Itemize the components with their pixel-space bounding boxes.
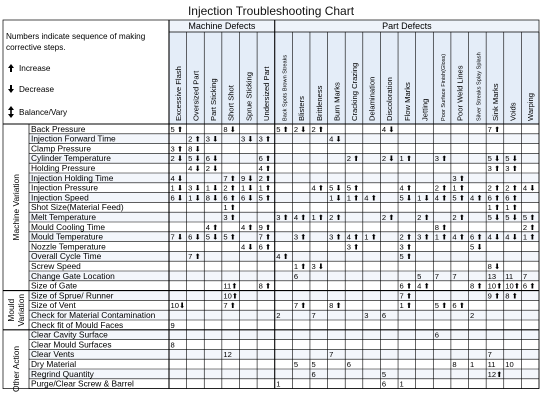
- cell-value: 1 ⬇: [170, 183, 184, 193]
- column-header-19: Sink Marks: [490, 83, 500, 121]
- cell-value: 3 ⬆: [329, 232, 342, 242]
- legend-increase-label: Increase: [19, 64, 51, 73]
- cell-value: 11: [487, 360, 496, 369]
- cell-value: 5: [311, 360, 316, 369]
- cell-value: 5 ⬇: [470, 242, 483, 252]
- cell-value: 10⬇: [170, 301, 186, 311]
- cell-value: 12: [223, 350, 232, 360]
- cell-value: 6 ⬆: [223, 193, 237, 203]
- cell-value: 2 ⬇: [293, 124, 307, 134]
- cell-value: 1 ⬆: [399, 154, 413, 164]
- row-label: Shot Size(Material Feed): [31, 202, 124, 213]
- cell-value: 6 ⬇: [170, 193, 184, 203]
- cell-value: 10: [505, 360, 514, 369]
- row-label: Injection Speed: [31, 192, 89, 203]
- cell-value: 7 ⬆: [258, 232, 272, 242]
- column-header-12: Delamination: [367, 76, 377, 121]
- cell-value: 2 ⬆: [522, 222, 536, 232]
- row-label: Mould Cooling Time: [31, 221, 106, 232]
- cell-value: 5 ⬆: [452, 193, 466, 203]
- cell-value: 6 ⬆: [487, 193, 501, 203]
- legend: [6, 32, 146, 118]
- column-header-2: Oversized Part: [191, 70, 201, 121]
- cell-value: 3: [364, 311, 369, 320]
- cell-value: 6 ⬇: [188, 232, 201, 242]
- cell-value: 1 ⬇: [329, 193, 342, 203]
- cell-value: 3 ⬇: [240, 134, 254, 144]
- cell-value: 5 ⬇: [205, 232, 219, 242]
- column-header-10: Burn Marks: [332, 82, 342, 121]
- cell-value: 7: [522, 271, 528, 281]
- cell-value: 1 ⬇: [205, 183, 219, 193]
- increase-arrow-icon: [8, 64, 14, 72]
- row-label: Check for Material Contamination: [31, 310, 156, 320]
- cell-value: 2 ⬆: [188, 134, 201, 144]
- cell-value: 5 ⬆: [170, 124, 184, 134]
- cell-value: 3 ⬇: [205, 134, 219, 144]
- row-label: Clear Mould Surfaces: [31, 339, 112, 350]
- cell-value: 6 ⬆: [258, 154, 272, 164]
- cell-value: 1 ⬆: [293, 262, 307, 271]
- cell-value: 4 ⬇: [329, 134, 342, 144]
- row-tint: [29, 349, 539, 359]
- cell-value: 3 ⬆: [434, 154, 448, 164]
- cell-value: 3 ⬆: [452, 173, 466, 183]
- row-label: Regrind Quantity: [31, 368, 94, 379]
- cell-value: 8 ⬇: [487, 262, 501, 271]
- row-label: Check fit of Mould Faces: [31, 319, 124, 330]
- cell-value: 5: [293, 360, 299, 369]
- cell-value: 1 ⬆: [311, 213, 325, 222]
- cell-value: 5 ⬆: [522, 213, 536, 222]
- cell-value: 3 ⬆: [399, 242, 413, 252]
- cell-value: 4 ⬇: [487, 232, 501, 242]
- cell-value: 4 ⬆: [470, 193, 483, 203]
- row-label: Overall Cycle Time: [31, 251, 102, 262]
- cell-value: 5 ⬆: [399, 252, 413, 262]
- cell-value: 8 ⬇: [223, 124, 237, 134]
- cell-value: 7 ⬆: [188, 252, 201, 262]
- cell-value: 12⬆: [487, 369, 503, 379]
- cell-value: 5 ⬆: [223, 232, 237, 242]
- cell-value: 7 ⬆: [487, 124, 501, 134]
- cell-value: 6: [346, 360, 351, 369]
- cell-value: 5 ⬆: [346, 183, 360, 193]
- cell-value: 1 ⬆: [223, 203, 237, 213]
- cell-value: 4 ⬆: [452, 232, 466, 242]
- column-header-18: Silver Streaks Splay Splash: [476, 52, 483, 121]
- cell-value: 3 ⬆: [417, 232, 430, 242]
- cell-value: 7 ⬆: [223, 173, 237, 183]
- cell-value: 5 ⬆: [276, 124, 289, 134]
- column-header-5: Sprue Sticking: [244, 72, 254, 121]
- cell-value: 3 ⬆: [276, 213, 289, 222]
- cell-value: 5 ⬇: [487, 154, 501, 164]
- row-label: Screw Speed: [31, 261, 81, 271]
- cell-value: 8: [452, 360, 457, 369]
- cell-value: 1 ⬆: [399, 301, 413, 311]
- cell-value: 4 ⬇: [240, 242, 254, 252]
- cell-value: 8 ⬆: [505, 291, 518, 301]
- cell-value: 13: [487, 271, 497, 281]
- cell-value: 5: [381, 369, 387, 379]
- column-header-16: Poor Surface Finish(Gloss): [441, 53, 448, 121]
- cell-value: 3 ⬆: [293, 232, 307, 242]
- row-label: Injection Holding Time: [31, 172, 114, 183]
- cell-value: 4 ⬆: [240, 222, 254, 232]
- cell-value: 7: [329, 350, 334, 360]
- cell-value: 6 ⬆: [505, 193, 518, 203]
- column-header-3: Part Sticking: [209, 78, 219, 121]
- cell-value: 2 ⬆: [346, 154, 360, 164]
- cell-value: 1 ⬆: [522, 232, 536, 242]
- cell-value: 3 ⬇: [311, 262, 325, 271]
- cell-value: 8 ⬆: [329, 301, 342, 311]
- machine-defects-header: Machine Defects: [188, 21, 256, 31]
- cell-value: 7: [487, 350, 492, 360]
- cell-value: 6 ⬆: [258, 242, 272, 252]
- cell-value: 2: [470, 311, 475, 320]
- cell-value: 5 ⬇: [188, 154, 201, 164]
- cell-value: 4 ⬆: [364, 193, 378, 203]
- cell-value: 1 ⬇: [240, 183, 254, 193]
- cell-value: 4 ⬆: [205, 222, 219, 232]
- cell-value: 7: [311, 311, 316, 320]
- column-header-7: Back Spots Brown Streaks: [282, 54, 289, 121]
- row-label: Clear Vents: [31, 349, 75, 360]
- row-tint: [29, 369, 539, 379]
- cell-value: 4 ⬆: [276, 252, 289, 262]
- cell-value: 7 ⬆: [293, 301, 307, 311]
- cell-value: 6: [311, 369, 316, 379]
- cell-value: 1 ⬆: [434, 232, 448, 242]
- cell-value: 3 ⬇: [188, 183, 201, 193]
- cell-value: 1 ⬆: [487, 203, 501, 213]
- section-label-2-a: Mould: [6, 298, 16, 322]
- cell-value: 8 ⬆: [434, 222, 448, 232]
- cell-value: 1 ⬇: [188, 193, 201, 203]
- cell-value: 3 ⬆: [487, 164, 501, 173]
- cell-value: 10⬆: [487, 281, 503, 291]
- cell-value: 2 ⬆: [329, 213, 342, 222]
- row-label: Cylinder Temperature: [31, 153, 111, 164]
- section-label-3: Other Action: [11, 345, 21, 393]
- cell-value: 5 ⬇: [505, 154, 518, 164]
- cell-value: 1 ⬆: [258, 183, 272, 193]
- column-header-20: Voids: [508, 102, 518, 121]
- cell-value: 7: [452, 271, 457, 281]
- cell-value: 5 ⬇: [399, 193, 413, 203]
- column-header-15: Jetting: [420, 98, 430, 121]
- row-label: Change Gate Location: [31, 270, 115, 281]
- cell-value: 9 ⬆: [258, 222, 272, 232]
- section-label-2-b: Variation: [16, 293, 26, 327]
- cell-value: 6: [434, 330, 440, 340]
- cell-value: 1 ⬆: [346, 193, 360, 203]
- cell-value: 8 ⬇: [205, 193, 219, 203]
- cell-value: 5 ⬆: [258, 193, 272, 203]
- cell-value: 4 ⬆: [346, 232, 360, 242]
- cell-value: 5 ⬆: [434, 301, 448, 311]
- cell-value: 7 ⬇: [170, 232, 184, 242]
- cell-value: 4 ⬆: [293, 213, 307, 222]
- cell-value: 3 ⬆: [346, 242, 360, 252]
- cell-value: 7 ⬆: [399, 291, 413, 301]
- row-label: Size of Sprue/ Runner: [31, 290, 114, 301]
- legend-balance-label: Balance/Vary: [19, 108, 68, 117]
- row-label: Melt Temperature: [31, 212, 97, 222]
- legend-intro-line-2: corrective steps.: [6, 43, 66, 52]
- page-title: Injection Troubleshooting Chart: [187, 4, 355, 18]
- cell-value: 2: [276, 311, 281, 320]
- cell-value: 3 ⬆: [170, 144, 184, 154]
- cell-value: 2 ⬇: [381, 154, 395, 164]
- decrease-arrow-icon: [8, 85, 14, 93]
- cell-value: 4 ⬇: [522, 183, 536, 193]
- cell-value: 1 ⬆: [452, 183, 466, 193]
- column-header-14: Flow Marks: [402, 82, 412, 121]
- cell-value: 8 ⬆: [258, 281, 272, 291]
- cell-value: 8: [170, 340, 175, 350]
- column-header-11: Cracking Crazing: [350, 62, 359, 121]
- cell-value: 8 ⬇: [188, 144, 201, 154]
- column-header-8: Blisters: [297, 96, 307, 121]
- cell-value: 2 ⬆: [505, 183, 518, 193]
- cell-value: 5 ⬇: [487, 213, 501, 222]
- cell-value: 2 ⬆: [487, 183, 501, 193]
- cell-value: 5: [417, 271, 422, 281]
- cell-value: 6 ⬆: [452, 301, 466, 311]
- cell-value: 10⬆: [505, 281, 521, 291]
- column-header-4: Short Shot: [226, 85, 236, 121]
- cell-value: 4 ⬆: [434, 193, 448, 203]
- cell-value: 1 ⬆: [505, 203, 518, 213]
- cell-value: 6: [381, 311, 387, 320]
- cell-value: 3 ⬆: [258, 134, 272, 144]
- legend-intro-line-1: Numbers indicate sequence of making: [6, 32, 146, 41]
- cell-value: 2 ⬆: [434, 183, 448, 193]
- cell-value: 4 ⬆: [311, 183, 325, 193]
- cell-value: 6: [381, 379, 387, 389]
- cell-value: 6: [293, 271, 299, 281]
- row-label: Purge/Clear Screw & Barrel: [31, 378, 134, 389]
- cell-value: 10⬆: [223, 291, 239, 301]
- row-label: Nozzle Temperature: [31, 241, 106, 252]
- cell-value: 11: [505, 271, 514, 281]
- cell-value: 2 ⬆: [311, 124, 325, 134]
- cell-value: 1: [470, 360, 475, 369]
- column-header-13: Discoloration: [385, 77, 395, 121]
- cell-value: 4 ⬆: [417, 281, 430, 291]
- cell-value: 1 ⬇: [417, 193, 430, 203]
- cell-value: 4 ⬇: [505, 232, 518, 242]
- cell-value: 2 ⬆: [223, 183, 237, 193]
- cell-value: 5 ⬇: [329, 183, 342, 193]
- cell-value: 1: [399, 379, 404, 389]
- cell-value: 2 ⬇: [205, 164, 219, 173]
- row-label: Injection Forward Time: [31, 133, 116, 144]
- row-label: Size of Vent: [31, 300, 76, 311]
- cell-value: 4 ⬇: [381, 124, 395, 134]
- cell-value: 1: [276, 379, 281, 389]
- column-header-1: Excessive Flash: [173, 66, 183, 121]
- cell-value: 11⬆: [223, 281, 238, 291]
- cell-value: 2 ⬆: [381, 213, 395, 222]
- row-label: Injection Pressure: [31, 182, 99, 193]
- row-label: Dry Material: [31, 359, 77, 369]
- cell-value: 6 ⬆: [399, 281, 413, 291]
- cell-value: 6 ⬇: [205, 154, 219, 164]
- cell-value: 2 ⬆: [417, 213, 430, 222]
- cell-value: 2 ⬇: [170, 154, 184, 164]
- column-header-6: Undersized Part: [261, 66, 271, 121]
- row-label: Size of Gate: [31, 280, 78, 291]
- cell-value: 9 ⬆: [487, 291, 501, 301]
- row-label: Clear Cavity Surface: [31, 329, 108, 340]
- row-label: Back Pressure: [31, 123, 86, 134]
- cell-value: 2 ⬆: [399, 232, 413, 242]
- cell-value: 6 ⬆: [522, 281, 536, 291]
- cell-value: 1 ⬆: [364, 232, 378, 242]
- cell-value: 4 ⬇: [170, 173, 184, 183]
- cell-value: 3 ⬆: [505, 164, 518, 173]
- column-header-17: Poor Weld Lines: [455, 65, 465, 121]
- cell-value: 4 ⬇: [188, 164, 201, 173]
- cell-value: 7: [434, 271, 440, 281]
- part-defects-header: Part Defects: [382, 21, 432, 31]
- row-label: Holding Pressure: [31, 163, 96, 173]
- cell-value: 6 ⬆: [470, 232, 483, 242]
- cell-value: 2 ⬆: [258, 173, 272, 183]
- cell-value: 2 ⬆: [452, 213, 466, 222]
- column-header-9: Brittleness: [314, 85, 324, 121]
- column-header-21: Warping: [526, 93, 536, 121]
- cell-value: 5 ⬇: [505, 213, 518, 222]
- cell-value: 3 ⬆: [223, 213, 237, 222]
- cell-value: 9 ⬇: [240, 173, 254, 183]
- legend-decrease-label: Decrease: [19, 85, 55, 94]
- row-label: Mould Temperature: [31, 231, 103, 242]
- section-label-1: Machine Variation: [11, 174, 21, 241]
- cell-value: 7 ⬆: [223, 301, 237, 311]
- cell-value: 4 ⬆: [258, 164, 272, 173]
- row-label: Clamp Pressure: [31, 143, 92, 154]
- cell-value: 9: [170, 320, 175, 330]
- cell-value: 4 ⬆: [399, 183, 413, 193]
- cell-value: 6 ⬇: [240, 193, 254, 203]
- cell-value: 8 ⬆: [470, 281, 483, 291]
